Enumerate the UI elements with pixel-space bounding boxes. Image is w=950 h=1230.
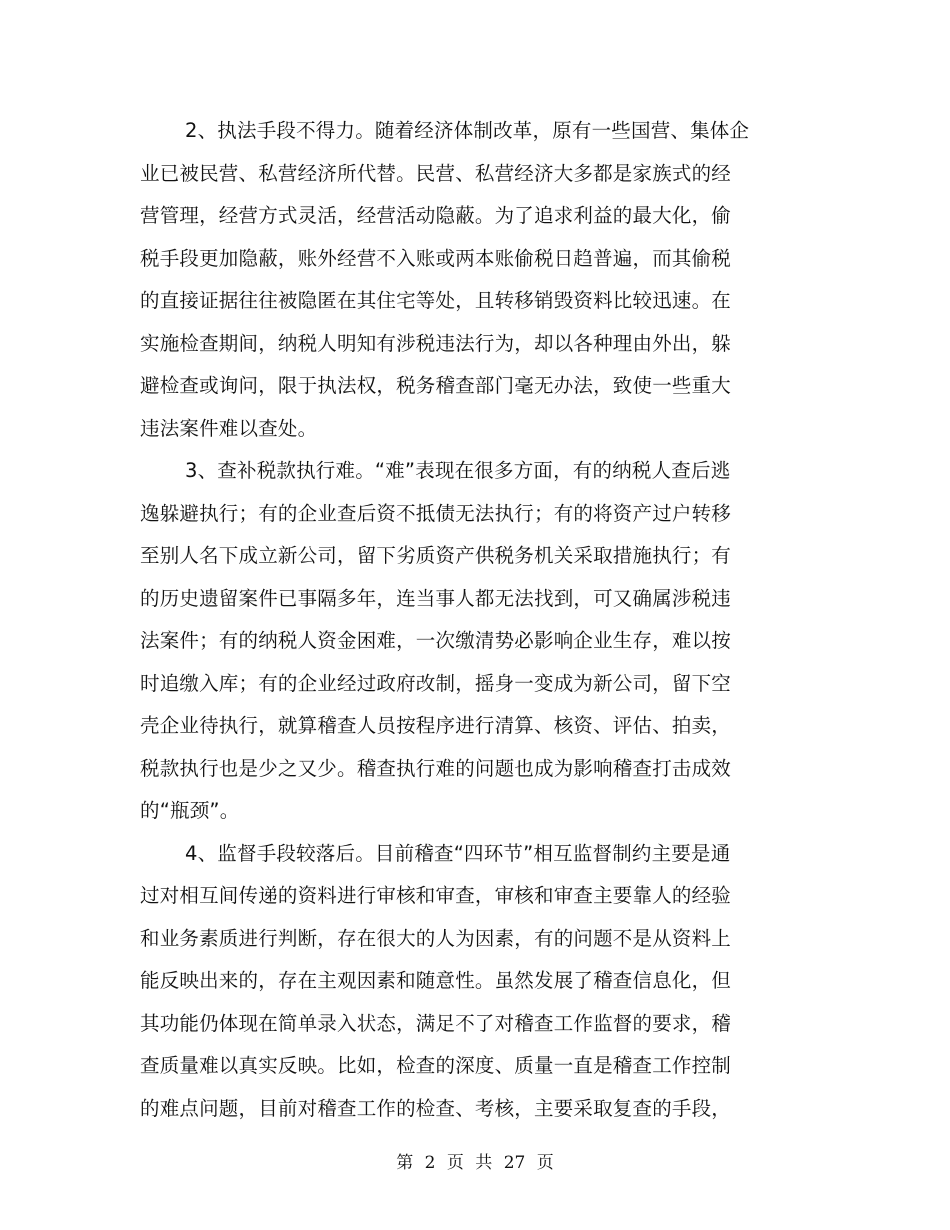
- text-line: 税款执行也是少之又少。稽查执行难的问题也成为影响稽查打击成效: [140, 756, 732, 780]
- document-body: [140, 110, 780, 1130]
- text-line: 的直接证据往往被隐匿在其住宅等处，且转移销毁资料比较迅速。在: [140, 289, 732, 312]
- text-line: 法案件；有的纳税人资金困难，一次缴清势必影响企业生存，难以按: [140, 629, 732, 652]
- text-line: 实施检查期间，纳税人明知有涉税违法行为，却以各种理由外出，躲: [140, 331, 732, 355]
- paragraph-3: [140, 450, 780, 833]
- paragraph-4: [140, 833, 780, 1131]
- text-line: 的“瓶颈”。: [140, 799, 240, 822]
- text-line: 的难点问题，目前对稽查工作的检查、考核，主要采取复查的手段，: [140, 1096, 732, 1120]
- text-line: 避检查或询问，限于执法权，税务稽查部门毫无办法，致使一些重大: [140, 374, 732, 397]
- page-number-footer: 第 2 页 共 27 页: [396, 1153, 554, 1173]
- text-line: 违法案件难以查处。: [140, 416, 318, 440]
- text-line: 4、监督手段较落后。目前稽查“四环节”相互监督制约主要是通: [185, 841, 731, 865]
- text-line: 至别人名下成立新公司，留下劣质资产供税务机关采取措施执行；有: [140, 544, 732, 567]
- text-line: 2、执法手段不得力。随着经济体制改革，原有一些国营、集体企: [185, 119, 750, 142]
- text-line: 税手段更加隐蔽，账外经营不入账或两本账偷税日趋普遍，而其偷税: [140, 246, 732, 270]
- text-line: 营管理，经营方式灵活，经营活动隐蔽。为了追求利益的最大化，偷: [140, 204, 732, 227]
- paragraph-2: [140, 110, 780, 450]
- text-line: 的历史遗留案件已事隔多年，连当事人都无法找到，可又确属涉税违: [140, 586, 732, 610]
- text-line: 其功能仍体现在简单录入状态，满足不了对稽查工作监督的要求，稽: [140, 1011, 732, 1035]
- text-line: 业已被民营、私营经济所代替。民营、私营经济大多都是家族式的经: [140, 161, 732, 185]
- text-line: 过对相互间传递的资料进行审核和审查，审核和审查主要靠人的经验: [140, 884, 732, 907]
- text-line: 3、查补税款执行难。“难”表现在很多方面，有的纳税人查后逃: [185, 459, 731, 482]
- text-line: 逸躲避执行；有的企业查后资不抵债无法执行；有的将资产过户转移: [140, 501, 732, 525]
- text-line: 壳企业待执行，就算稽查人员按程序进行清算、核资、评估、拍卖，: [140, 714, 732, 737]
- text-line: 时追缴入库；有的企业经过政府改制，摇身一变成为新公司，留下空: [140, 671, 732, 695]
- text-line: 查质量难以真实反映。比如，检查的深度、质量一直是稽查工作控制: [140, 1054, 732, 1077]
- text-line: 和业务素质进行判断，存在很大的人为因素，有的问题不是从资料上: [140, 926, 732, 950]
- text-line: 能反映出来的，存在主观因素和随意性。虽然发展了稽查信息化，但: [140, 969, 732, 992]
